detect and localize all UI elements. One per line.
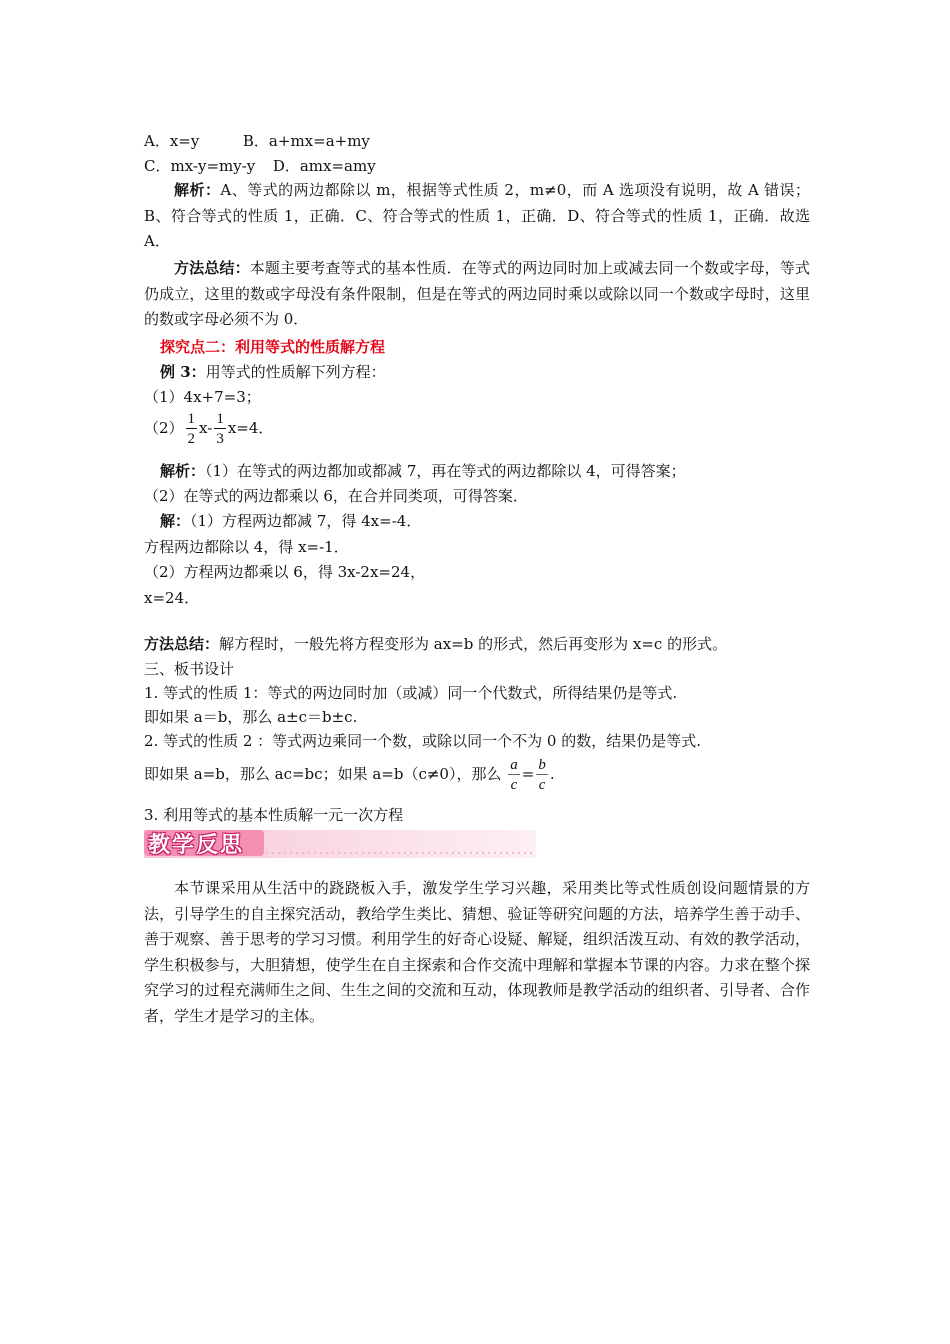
- board-item-2b-period: .: [549, 765, 555, 783]
- fraction-one-third: $\frac{1}{3}$: [216, 410, 224, 447]
- analysis-1-label: 解析：: [174, 181, 221, 199]
- solution-label: 解：: [160, 512, 191, 530]
- question-1: （1）4x+7=3；: [144, 388, 261, 406]
- method-summary-2: [144, 633, 727, 655]
- board-item-2b: [144, 752, 555, 796]
- board-item-2b-prefix: 即如果 a=b，那么 ac=bc；如果 a=b（c≠0），那么: [144, 765, 502, 783]
- solution-line-2: 方程两边都除以 4，得 x=-1．: [144, 538, 349, 556]
- question-2-mid: x-: [199, 419, 213, 437]
- analysis-2-line-2: （2）在等式的两边都乘以 6，在合并同类项，可得答案．: [144, 487, 528, 505]
- question-2-prefix: （2）: [144, 419, 184, 437]
- method-summary-2-text: 解方程时，一般先将方程变形为 ax=b 的形式，然后再变形为 x=c 的形式。: [219, 635, 728, 653]
- method-summary-1-label: 方法总结：: [174, 259, 250, 277]
- example-3: [160, 361, 386, 383]
- board-item-1: 1. 等式的性质 1：等式的两边同时加（或减）同一个代数式，所得结果仍是等式.: [144, 684, 678, 702]
- choice-a: A．x=y: [144, 132, 200, 150]
- method-summary-1-text: 本题主要考查等式的基本性质．在等式的两边同时加上或减去同一个数或字母，等式仍成立，这里的数或字母没有条件限制，但是在等式的两边同时乘以或除以同一个数或字母时，这里的数或字母必须不为 0．: [144, 259, 810, 328]
- question-2: [144, 408, 273, 449]
- analysis-1: [144, 178, 810, 255]
- example-3-text: 用等式的性质解下列方程：: [205, 363, 386, 381]
- choice-c: C．mx-y=my-y: [144, 157, 256, 175]
- fraction-one-half: $\frac{1}{2}$: [187, 410, 196, 447]
- analysis-2-text: （1）在等式的两边都加或都减 7，再在等式的两边都除以 4，可得答案；: [205, 462, 686, 480]
- analysis-2-label: 解析：: [160, 462, 206, 480]
- question-2-suffix: x=4．: [227, 419, 274, 437]
- fraction-a-over-c: $\frac{a}{c}$: [510, 756, 518, 793]
- choices-row-1: [144, 130, 370, 152]
- method-summary-1: [144, 256, 810, 333]
- solution-line-1: [160, 510, 421, 532]
- teaching-reflection-banner: [144, 826, 536, 860]
- board-item-2: 2. 等式的性质 2 ：等式两边乘同一个数，或除以同一个不为 0 的数，结果仍是等式.: [144, 732, 702, 750]
- board-design-title: 三、板书设计: [144, 660, 235, 678]
- banner-title: 教学反思: [148, 833, 245, 858]
- solution-line-3: （2）方程两边都乘以 6，得 3x-2x=24，: [144, 563, 426, 581]
- solution-text-1: （1）方程两边都减 7，得 4x=-4．: [190, 512, 422, 530]
- choices-row-2: [144, 155, 376, 177]
- board-item-1b: 即如果 a＝b，那么 a±c＝b±c.: [144, 708, 358, 726]
- method-summary-2-label: 方法总结：: [144, 635, 220, 653]
- board-item-3: 3. 利用等式的基本性质解一元一次方程: [144, 806, 404, 824]
- fraction-b-over-c: $\frac{b}{c}$: [538, 756, 546, 793]
- choice-b: B．a+mx=a+my: [242, 132, 370, 150]
- reflection-paragraph: 本节课采用从生活中的跷跷板入手，激发学生学习兴趣，采用类比等式性质创设问题情景的方法，引导学生的自主探究活动，教给学生类比、猜想、验证等研究问题的方法，培养学生善于动手、善于观察、善于思考的学习习惯。利用学生的好奇心设疑、解疑，组织活泼互动、有效的教学活动，学生积极参与，大胆猜想，使学生在自主探索和合作交流中理解和掌握本节课的内容。力求在整个探究学习的过程充满师生之间、生生之间的交流和互动，体现教师是教学活动的组织者、引导者、合作者，学生才是学习的主体。: [144, 879, 810, 1025]
- equals-sign: =: [521, 765, 535, 783]
- choice-d: D．amx=amy: [272, 157, 376, 175]
- analysis-2-line-1: [160, 460, 686, 482]
- example-3-label: 例 3：: [160, 363, 206, 381]
- solution-line-4: x=24．: [144, 589, 200, 607]
- section-2-title: 探究点二：利用等式的性质解方程: [160, 338, 386, 356]
- analysis-1-text: A、等式的两边都除以 m，根据等式性质 2，m≠0，而 A 选项没有说明，故 A 错误；B、符合等式的性质 1，正确．C、符合等式的性质 1，正确．D、符合等式的性质 1，正确．故选 A．: [144, 181, 810, 250]
